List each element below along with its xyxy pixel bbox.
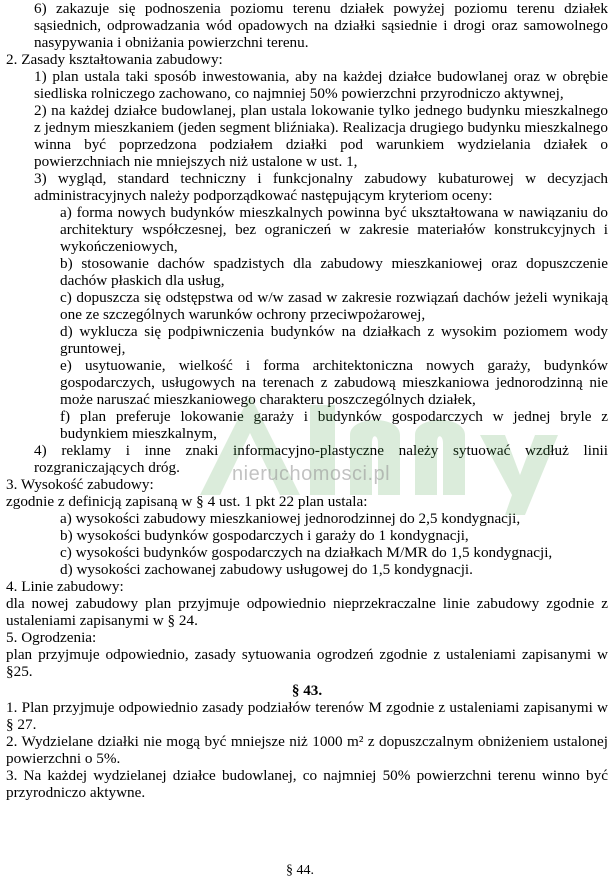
list-item: c) dopuszcza się odstępstwa od w/w zasad w zakresie rozwiązań dachów jeżeli wynikają one ze szczególnych warunków ochrony przeciwpożarowej,: [60, 289, 608, 323]
paragraph: 3) wygląd, standard techniczny i funkcjonalny zabudowy kubaturowej w decyzjach administracyjnych należy podporządkować następującym kryteriom oceny:: [34, 170, 608, 204]
paragraph: 1) plan ustala taki sposób inwestowania, aby na każdej działce budowlanej oraz w obrębie siedliska rolniczego zachowano, co najmniej 50% powierzchni przyrodniczo aktywnej,: [34, 68, 608, 102]
list-item: b) stosowanie dachów spadzistych dla zabudowy mieszkaniowej oraz dopuszczenie dachów płaskich dla usług,: [60, 255, 608, 289]
paragraph: 2. Wydzielane działki nie mogą być mniejsze niż 1000 m² z dopuszczalnym obniżeniem ustalonej powierzchni o 5%.: [6, 733, 608, 767]
watermark-text: nieruchomosci.pl: [232, 463, 391, 485]
section-heading: 5. Ogrodzenia:: [6, 629, 97, 646]
paragraph: 1. Plan przyjmuje odpowiednio zasady podziałów terenów M zgodnie z ustaleniami zapisanymi w § 27.: [6, 699, 608, 733]
paragraph: zgodnie z definicją zapisaną w § 4 ust. 1 pkt 22 plan ustala:: [6, 493, 368, 510]
list-item: a) forma nowych budynków mieszkalnych powinna być ukształtowana w nawiązaniu do architektury współczesnej, bez ograniczeń w zakresie materiałów konstrukcyjnych i wykończeniowych,: [60, 204, 608, 255]
list-item: d) wysokości zachowanej zabudowy usługowej do 1,5 kondygnacji.: [60, 561, 473, 578]
paragraph: 2) na każdej działce budowlanej, plan ustala lokowanie tylko jednego budynku mieszkalnego z jednym mieszkaniem (jeden segment bliźniaka). Realizacja drugiego budynku mieszkalnego winna być poprzedzona podziałem działki pod warunkiem wydzielania działek o powierzchniach nie mniejszych niż ustalone w ust. 1,: [34, 102, 608, 170]
list-item: e) usytuowanie, wielkość i forma architektoniczna nowych garaży, budynków gospodarczych, usługowych na terenach z zabudową mieszkaniowa jednorodzinną nie może naruszać mieszkaniowego charakteru poszczególnych działek,: [60, 357, 608, 408]
paragraph-mark-heading: § 43.: [291, 682, 323, 699]
list-item: d) wyklucza się podpiwniczenia budynków na działkach z wysokim poziomem wody gruntowej,: [60, 323, 608, 357]
section-heading: 3. Wysokość zabudowy:: [6, 476, 154, 493]
document-page: [6, 0, 608, 801]
list-item: b) wysokości budynków gospodarczych i garaży do 1 kondygnacji,: [60, 527, 469, 544]
paragraph: 4) reklamy i inne znaki informacyjno-plastyczne należy sytuować wzdłuż linii rozgraniczających dróg.: [34, 442, 608, 476]
list-item: a) wysokości zabudowy mieszkaniowej jednorodzinnej do 2,5 kondygnacji,: [60, 510, 521, 527]
list-item: f) plan preferuje lokowanie garaży i budynków gospodarczych w jednej bryle z budynkiem mieszkalnym,: [60, 408, 608, 442]
section-heading: 4. Linie zabudowy:: [6, 578, 124, 595]
list-item: c) wysokości budynków gospodarczych na działkach M/MR do 1,5 kondygnacji,: [60, 544, 553, 561]
paragraph: 6) zakazuje się podnoszenia poziomu terenu działek powyżej poziomu terenu działek sąsiednich, odprowadzania wód opadowych na działki sąsiednie i drogi oraz samowolnego nasypywania i obniżania powierzchni terenu.: [34, 0, 608, 51]
paragraph: 3. Na każdej wydzielanej działce budowlanej, co najmniej 50% powierzchni terenu winno być przyrodniczo aktywne.: [6, 767, 608, 801]
cutoff-heading: § 44.: [286, 863, 314, 878]
section-heading: 2. Zasady kształtowania zabudowy:: [6, 51, 223, 68]
paragraph: plan przyjmuje odpowiednio, zasady sytuowania ogrodzeń zgodnie z ustaleniami zapisanymi w §25.: [6, 646, 608, 680]
paragraph: dla nowej zabudowy plan przyjmuje odpowiednio nieprzekraczalne linie zabudowy zgodnie z ustaleniami zapisanymi w § 24.: [6, 595, 608, 629]
